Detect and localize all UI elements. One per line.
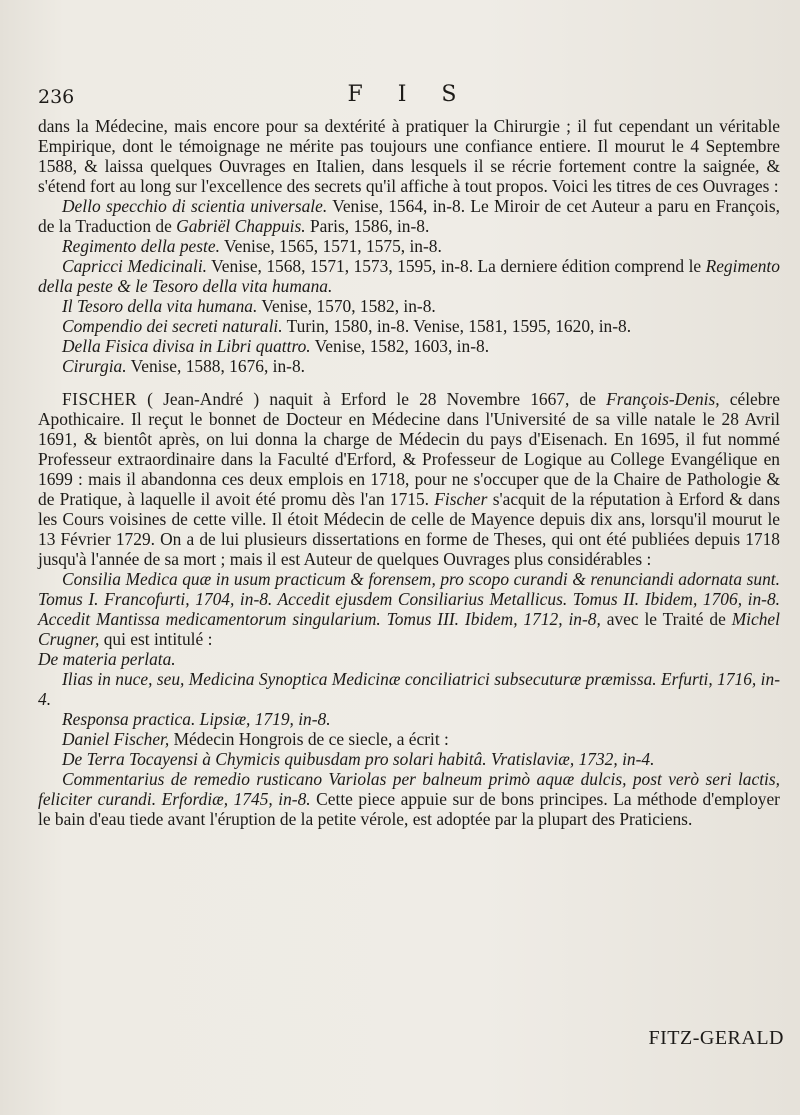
work-detail: Venise, 1588, 1676, in-8.	[130, 356, 306, 376]
list-item	[38, 709, 780, 729]
page-header	[38, 80, 780, 110]
page-body	[38, 116, 780, 829]
entry-text: naquit à Erford le 28 Novembre 1667, de	[269, 389, 596, 409]
work-detail: Turin, 1580, in-8. Venise, 1581, 1595, 1620, in-8.	[286, 316, 632, 336]
work-title: Regimento della peste.	[62, 236, 220, 256]
work-title: De Terra Tocayensi à Chymicis quibusdam pro solari habitâ. Vratislaviæ, 1732, in-4.	[62, 749, 655, 769]
person-name: Michel Crugner,	[38, 609, 780, 649]
author-given-name: ( Jean-André )	[147, 389, 260, 409]
work-title: Consilia Medica quæ in usum practicum & forensem, pro scopo curandi & renunciandi adornata sunt. Tomus I. Francofurti, 1704, in-8. Accedit ejusdem Consiliarius Metallicus. Tomus II. Ibidem, 1706, in-8. Accedit Mantissa medicamentorum singularium. Tomus III. Ibidem, 1712, in-8,	[38, 569, 780, 629]
work-title: Responsa practica. Lipsiæ, 1719, in-8.	[62, 709, 331, 729]
works-list-fioravanti	[38, 196, 780, 376]
work-title: Dello specchio di scientia universale.	[62, 196, 328, 216]
work-detail: avec le Traité de	[606, 609, 726, 629]
list-item	[38, 336, 780, 356]
work-title: Il Tesoro della vita humana.	[62, 296, 258, 316]
work-title: Cirurgia.	[62, 356, 127, 376]
work-detail: Venise, 1568, 1571, 1573, 1595, in-8. La derniere édition comprend le	[211, 256, 702, 276]
list-item	[38, 769, 780, 829]
list-item	[38, 236, 780, 256]
work-title: Capricci Medicinali.	[62, 256, 208, 276]
list-item	[38, 316, 780, 336]
author-name: FISCHER	[62, 389, 138, 409]
list-item	[38, 356, 780, 376]
catchword: FITZ-GERALD	[648, 1027, 784, 1049]
translator-name: Gabriël Chappuis.	[176, 216, 306, 236]
author-name-inline: Fischer	[434, 489, 488, 509]
list-item	[38, 569, 780, 669]
work-detail: Venise, 1565, 1571, 1575, in-8.	[223, 236, 442, 256]
work-title: De materia perlata.	[38, 649, 176, 669]
work-title: Commentarius de remedio rusticano Variolas per balneum primò aquæ dulcis, post verò seri lactis, feliciter curandi. Erfordiæ, 1745, in-8.	[38, 769, 780, 809]
list-item	[38, 196, 780, 236]
entry-text: Médecin Hongrois de ce siecle, a écrit :	[173, 729, 449, 749]
list-item	[38, 729, 780, 749]
father-name: François-Denis,	[606, 389, 720, 409]
work-ref: Regimento della peste	[38, 256, 780, 296]
person-name: Daniel Fischer,	[62, 729, 170, 749]
entry-text: s'acquit de la réputation à Erford & dans les Cours voisines de cette ville. Il étoit Médecin de celle de Mayence depuis dix ans, lorsqu'il mourut le 13 Février 1729. On a de lui plusieurs dissertations en forme de Theses, qui ont été publiées depuis 1718 jusqu'à l'année de sa mort ; mais il est Auteur de quelques Ouvrages plus considérables :	[38, 489, 780, 569]
fischer-entry	[38, 389, 780, 569]
work-detail: qui est intitulé :	[103, 629, 213, 649]
work-title: Ilias in nuce, seu, Medicina Synoptica Medicinæ conciliatrici subsecuturæ præmissa. Erfurti, 1716, in-4.	[38, 669, 780, 709]
intro-paragraph: dans la Médecine, mais encore pour sa dextérité à pratiquer la Chirurgie ; il fut cependant un véritable Empirique, dont le témoignage ne mérite pas toujours une confiance entiere. Il mourut le 4 Septembre 1588, & laissa quelques Ouvrages en Italien, dans lesquels il se récrie fortement contre la saignée, & s'étend fort au long sur l'excellence des secrets qu'il affiche à tout propos. Voici les titres de ces Ouvrages :	[38, 116, 780, 196]
works-list-fischer	[38, 569, 780, 829]
work-title: Compendio dei secreti naturali.	[62, 316, 283, 336]
work-title: Della Fisica divisa in Libri quattro.	[62, 336, 311, 356]
running-head: F I S	[347, 82, 471, 107]
work-detail: Venise, 1582, 1603, in-8.	[314, 336, 490, 356]
list-item	[38, 256, 780, 296]
entry-text: Cette piece appuie sur de bons principes. La méthode d'employer le bain d'eau tiede avant l'éruption de la petite vérole, est adoptée par la plupart des Praticiens.	[38, 789, 780, 829]
work-detail: Venise, 1564, in-8. Le Miroir de cet Auteur a paru en François, de la Traduction de	[38, 196, 780, 236]
work-detail: Venise, 1570, 1582, in-8.	[261, 296, 436, 316]
entry-text: célebre Apothicaire. Il reçut le bonnet de Docteur en Médecine dans l'Université de sa ville natale le 28 Avril 1691, & bientôt après, on lui donna la charge de Médecin du pays d'Eisenach. En 1695, il fut nommé Professeur extraordinaire dans la Faculté d'Erford, & Professeur de Logique au College Evangélique en 1699 : mais il abandonna ces deux emplois en 1718, pour ne s'occuper que de la Chaire de Pathologie & de Pratique, à laquelle il avoit été promu dès l'an 1715.	[38, 389, 780, 509]
work-tail: Paris, 1586, in-8.	[310, 216, 430, 236]
list-item	[38, 296, 780, 316]
list-item	[38, 749, 780, 769]
list-item	[38, 669, 780, 709]
page-number: 236	[38, 86, 75, 108]
entry-gap	[38, 376, 780, 389]
work-tail: & le Tesoro della vita humana.	[117, 276, 333, 296]
